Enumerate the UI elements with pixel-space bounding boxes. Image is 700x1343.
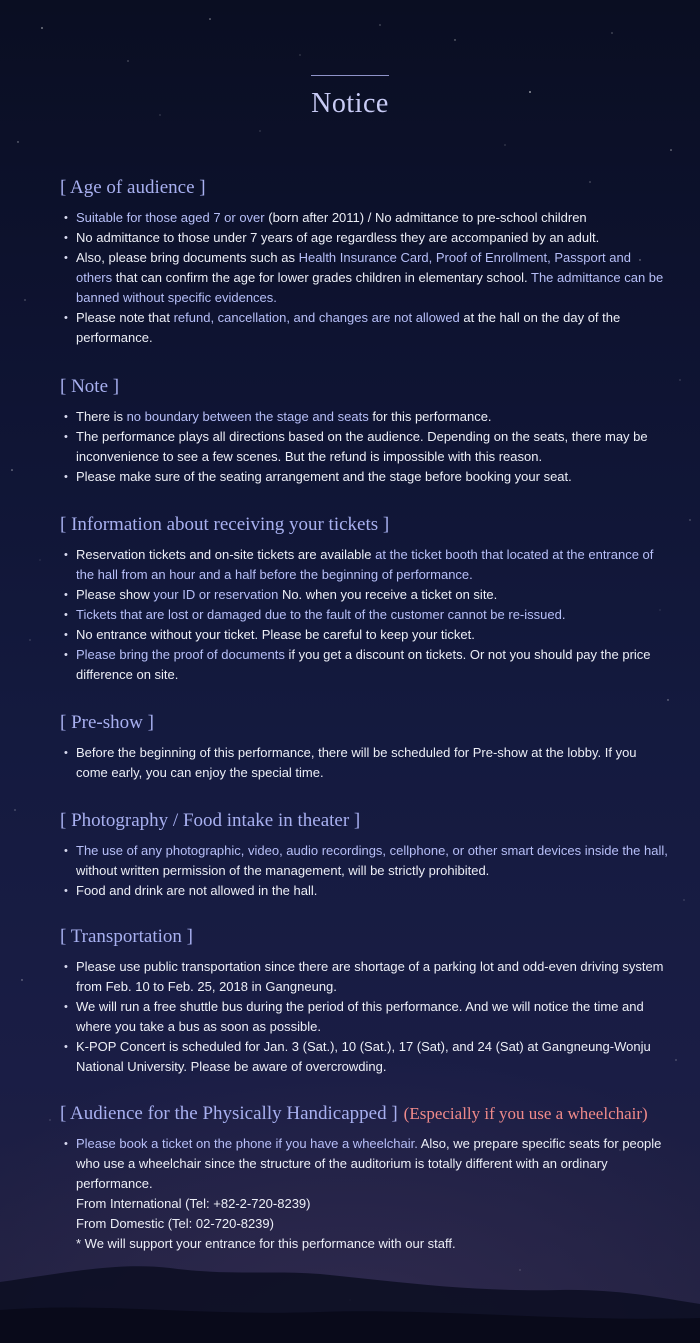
list-item: • The use of any photographic, video, audio recordings, cellphone, or other smart devices inside the hall, without written permission of the management, will be strictly prohibited. [60,841,670,881]
list-item: • The performance plays all directions based on the audience. Depending on the seats, there may be inconvenience to see a few scenes. But the refund is impossible with this reason. [60,427,670,467]
list-item: • Suitable for those aged 7 or over (born after 2011) / No admittance to pre-school children [60,208,670,228]
section-photography-food [60,809,670,901]
list-item: • Please use public transportation since there are shortage of a parking lot and odd-even driving system from Feb. 10 to Feb. 25, 2018 in Gangneung. [60,957,670,997]
list-item: • Reservation tickets and on-site tickets are available at the ticket booth that located at the entrance of the hall from an hour and a half before the beginning of performance. [60,545,670,585]
list-item: • Please show your ID or reservation No. when you receive a ticket on site. [60,585,670,605]
title-divider [311,75,389,76]
list-item: • Please note that refund, cancellation, and changes are not allowed at the hall on the day of the performance. [60,308,670,348]
section-note [60,375,670,487]
section-tickets [60,513,670,685]
page-title: Notice [311,88,389,119]
section-heading: [ Pre-show ] [60,712,154,733]
list-item: • Please book a ticket on the phone if you have a wheelchair. Also, we prepare specific seats for people who use a wheelchair since the structure of the auditorium is totally different with an ordinary performance. From International (Tel: +82-2-720-8239) From Domestic (Tel: 02-720-8239) * We will support your entrance for this performance with our staff. [60,1134,670,1254]
list-item: • Please make sure of the seating arrangement and the stage before booking your seat. [60,467,670,487]
section-subheading: (Especially if you use a wheelchair) [403,1104,648,1123]
section-transportation [60,925,670,1077]
list-item: • Also, please bring documents such as Health Insurance Card, Proof of Enrollment, Passport and others that can confirm the age for lower grades children in elementary school. The admittance can be banned without specific evidences. [60,248,670,308]
list-item: • Food and drink are not allowed in the hall. [60,881,670,901]
section-heading: [ Note ] [60,376,120,397]
section-heading [60,1102,670,1126]
section-heading: [ Age of audience ] [60,177,206,198]
section-pre-show [60,711,670,783]
section-age-of-audience [60,176,670,348]
list-item: • No entrance without your ticket. Please be careful to keep your ticket. [60,625,670,645]
list-item: • There is no boundary between the stage and seats for this performance. [60,407,670,427]
list-item: • Please bring the proof of documents if you get a discount on tickets. Or not you should pay the price difference on site. [60,645,670,685]
staff-support-note: * We will support your entrance for this performance with our staff. [76,1236,456,1251]
section-heading-text: [ Audience for the Physically Handicapped ] [60,1103,398,1124]
section-heading: [ Photography / Food intake in theater ] [60,810,361,831]
list-item: • No admittance to those under 7 years of age regardless they are accompanied by an adult. [60,228,670,248]
section-heading: [ Transportation ] [60,926,193,947]
phone-domestic: From Domestic (Tel: 02-720-8239) [76,1216,274,1231]
list-item: • We will run a free shuttle bus during the period of this performance. And we will notice the time and where you take a bus as soon as possible. [60,997,670,1037]
section-heading: [ Information about receiving your tickets ] [60,514,390,535]
list-item: • Tickets that are lost or damaged due to the fault of the customer cannot be re-issued. [60,605,670,625]
section-physically-handicapped [60,1102,670,1254]
list-item: • Before the beginning of this performance, there will be scheduled for Pre-show at the lobby. If you come early, you can enjoy the special time. [60,743,670,783]
list-item: • K-POP Concert is scheduled for Jan. 3 (Sat.), 10 (Sat.), 17 (Sat), and 24 (Sat) at Gangneung-Wonju National University. Please be aware of overcrowding. [60,1037,670,1077]
phone-international: From International (Tel: +82-2-720-8239) [76,1196,311,1211]
